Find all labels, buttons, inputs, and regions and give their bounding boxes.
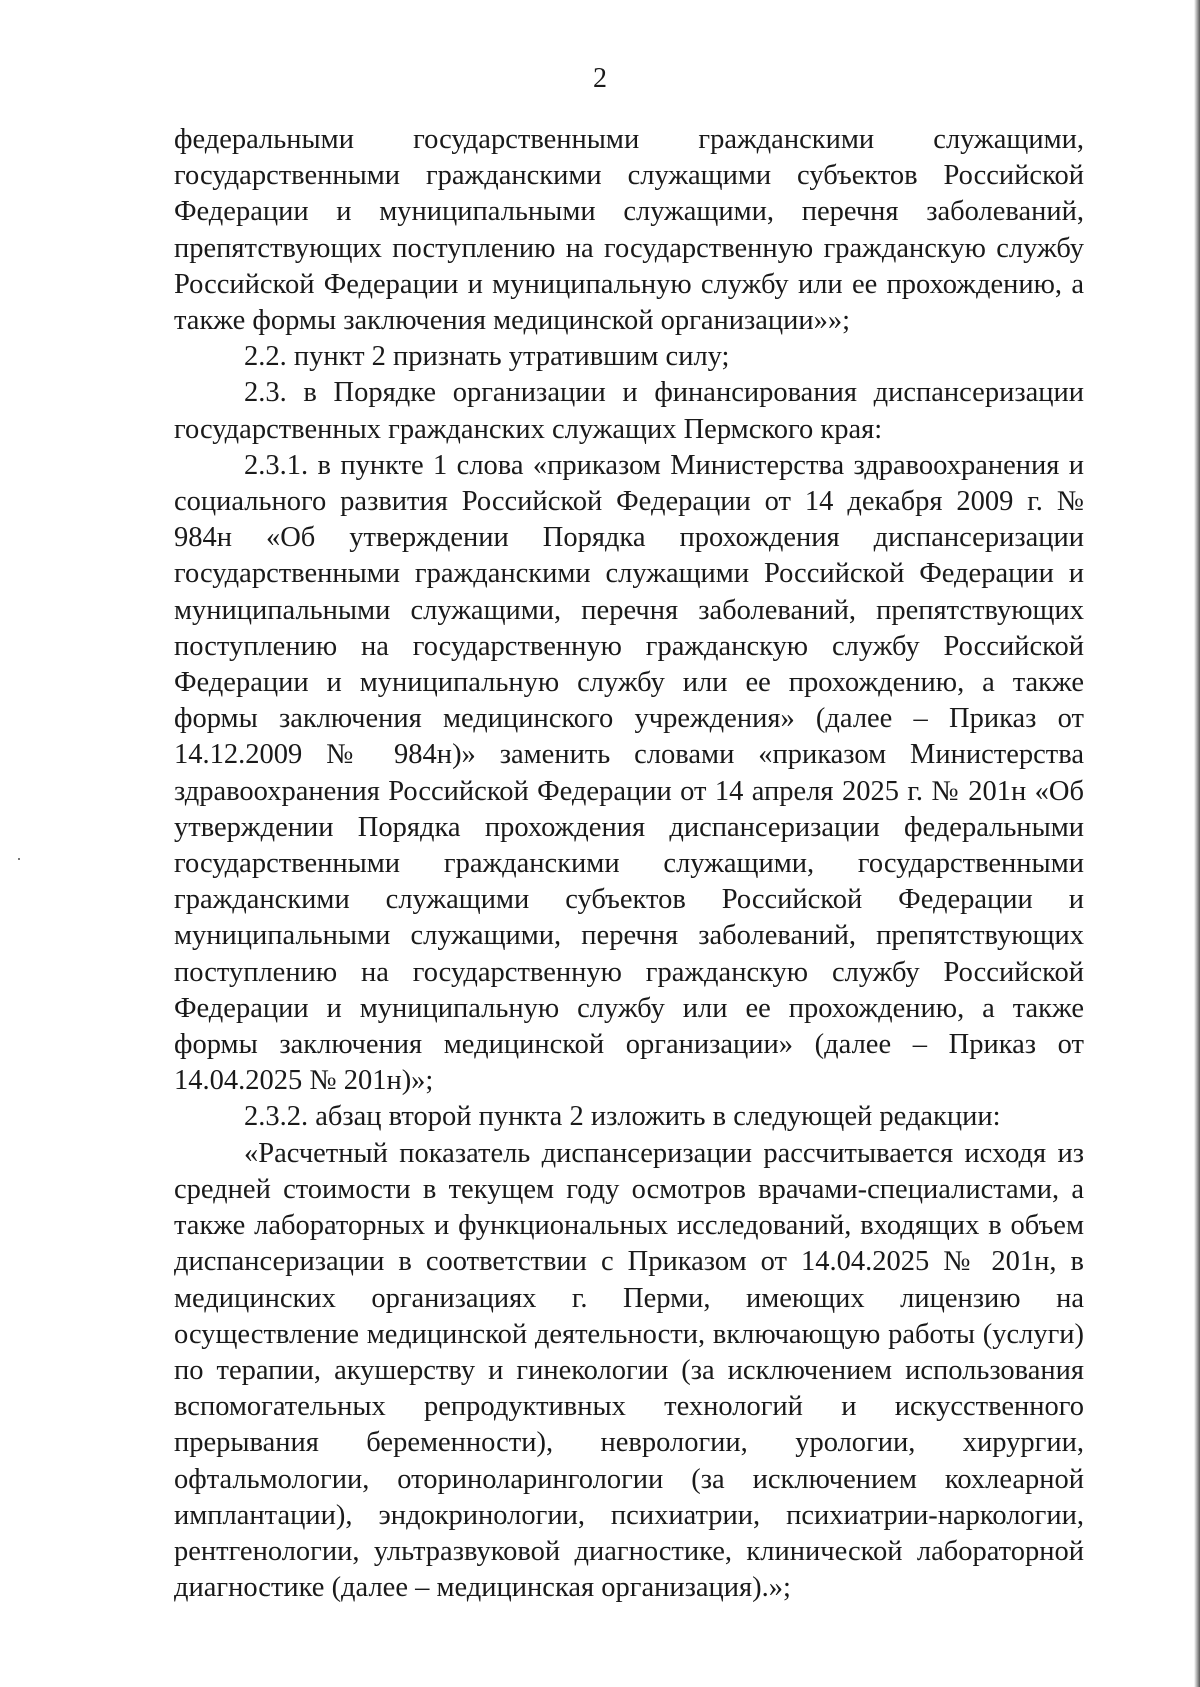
scan-edge-shadow	[1194, 0, 1200, 1687]
paragraph-quoted-wording: «Расчетный показатель диспансеризации рассчитывается исходя из средней стоимости в текущем году осмотров врачами-специалистами, а также лабораторных и функциональных исследований, входящих в объем диспансеризации в соответствии с Приказом от 14.04.2025 № 201н, в медицинских организациях г. Перми, имеющих лицензию на осуществление медицинской деятельности, включающую работы (услуги) по терапии, акушерству и гинекологии (за исключением использования вспомогательных репродуктивных технологий и искусственного прерывания беременности), неврологии, урологии, хирургии, офтальмологии, оториноларингологии (за исключением кохлеарной имплантации), эндокринологии, психиатрии, психиатрии-наркологии, рентгенологии, ультразвуковой диагностике, клинической лабораторной диагностике (далее – медицинская организация).»;	[174, 1137, 1084, 1604]
page-number: 2	[593, 63, 607, 94]
paragraph-2-3-1: 2.3.1. в пункте 1 слова «приказом Министерства здравоохранения и социального развития Российской Федерации от 14 декабря 2009 г. № 984н «Об утверждении Порядка прохождения диспансеризации государственными гражданскими служащими Российской Федерации и муниципальными служащими, перечня заболеваний, препятствующих поступлению на государственную гражданскую службу Российской Федерации и муниципальную службу или ее прохождению, а также формы заключения медицинского учреждения» (далее – Приказ от 14.12.2009 № 984н)» заменить словами «приказом Министерства здравоохранения Российской Федерации от 14 апреля 2025 г. № 201н «Об утверждении Порядка прохождения диспансеризации федеральными государственными гражданскими служащими, государственными гражданскими служащими субъектов Российской Федерации и муниципальными служащими, перечня заболеваний, препятствующих поступлению на государственную гражданскую службу Российской Федерации и муниципальную службу или ее прохождению, а также формы заключения медицинской организации» (далее – Приказ от 14.04.2025 № 201н)»;	[174, 449, 1084, 1097]
document-body	[174, 122, 1084, 1606]
paragraph-2-3-2: 2.3.2. абзац второй пункта 2 изложить в следующей редакции:	[244, 1101, 1001, 1133]
paragraph-continuation: федеральными государственными гражданскими служащими, государственными гражданскими служащими субъектов Российской Федерации и муниципальными служащими, перечня заболеваний, препятствующих поступлению на государственную гражданскую службу Российской Федерации и муниципальную службу или ее прохождению, а также формы заключения медицинской организации»»;	[174, 124, 1084, 337]
paragraph-2-3: 2.3. в Порядке организации и финансирования диспансеризации государственных гражданских служащих Пермского края:	[174, 377, 1084, 445]
paragraph-2-2: 2.2. пункт 2 признать утратившим силу;	[244, 341, 730, 373]
scan-dust-mark	[18, 858, 20, 860]
